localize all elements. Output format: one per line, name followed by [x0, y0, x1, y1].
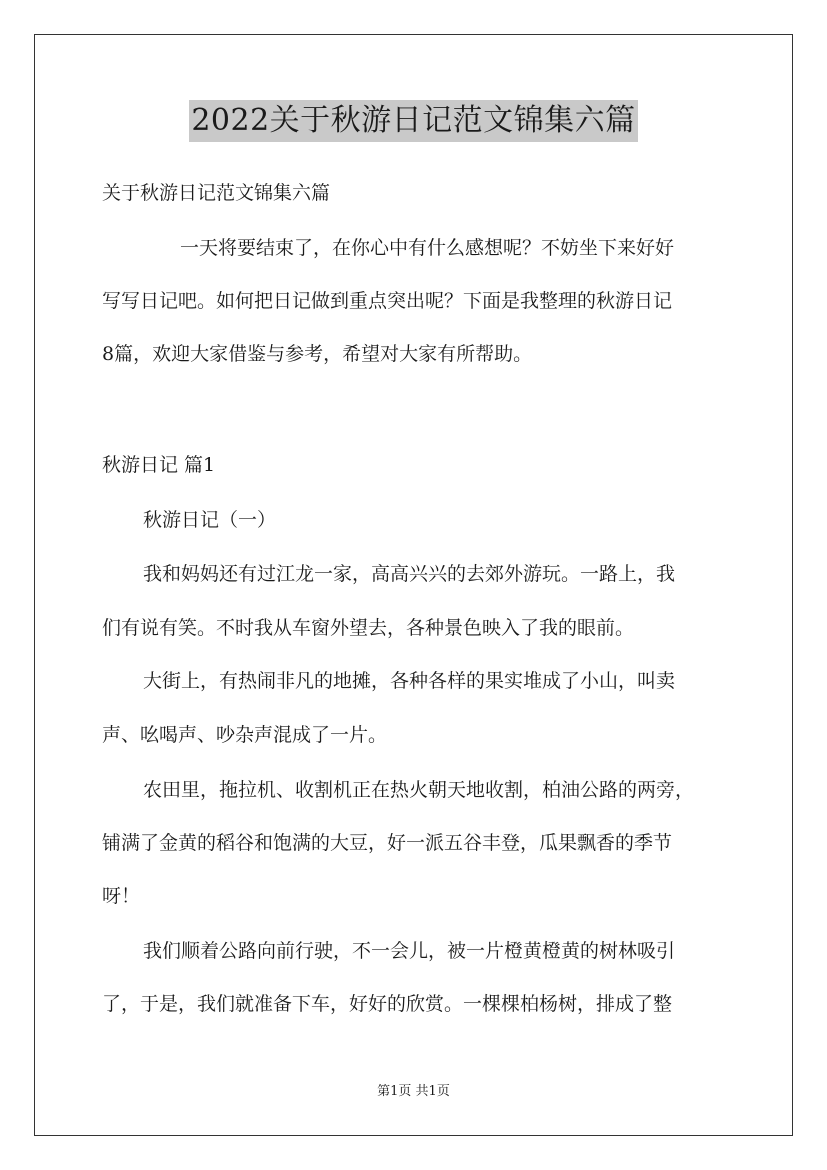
body-line-1: 我和妈妈还有过江龙一家，高高兴兴的去郊外游玩。一路上，我: [143, 563, 676, 585]
body-line-6: 铺满了金黄的稻谷和饱满的大豆，好一派五谷丰登，瓜果飘香的季节: [102, 832, 673, 854]
section-heading: 秋游日记 篇1: [102, 454, 216, 476]
page-footer: 第1页 共1页: [377, 1084, 450, 1099]
title-container: [0, 100, 827, 142]
document-title: 2022关于秋游日记范文锦集六篇: [189, 100, 637, 142]
body-line-5: 农田里，拖拉机、收割机正在热火朝天地收割，柏油公路的两旁，: [143, 779, 695, 801]
body-line-4: 声、吆喝声、吵杂声混成了一片。: [102, 724, 388, 746]
body-line-9: 了，于是，我们就准备下车，好好的欣赏。一棵棵柏杨树，排成了整: [102, 993, 673, 1015]
intro-line-2: 写写日记吧。如何把日记做到重点突出呢？下面是我整理的秋游日记: [102, 290, 673, 312]
body-line-2: 们有说有笑。不时我从车窗外望去，各种景色映入了我的眼前。: [102, 617, 635, 639]
intro-line-3: 8篇，欢迎大家借鉴与参考，希望对大家有所帮助。: [102, 343, 533, 365]
body-line-3: 大街上，有热闹非凡的地摊，各种各样的果实堆成了小山，叫卖: [143, 670, 676, 692]
body-line-7: 呀！: [102, 885, 141, 907]
intro-line-1: 一天将要结束了，在你心中有什么感想呢？不妨坐下来好好: [180, 237, 675, 259]
body-line-8: 我们顺着公路向前行驶，不一会儿，被一片橙黄橙黄的树林吸引: [143, 940, 676, 962]
entry-title: 秋游日记（一）: [143, 509, 277, 531]
subtitle: 关于秋游日记范文锦集六篇: [102, 182, 331, 204]
